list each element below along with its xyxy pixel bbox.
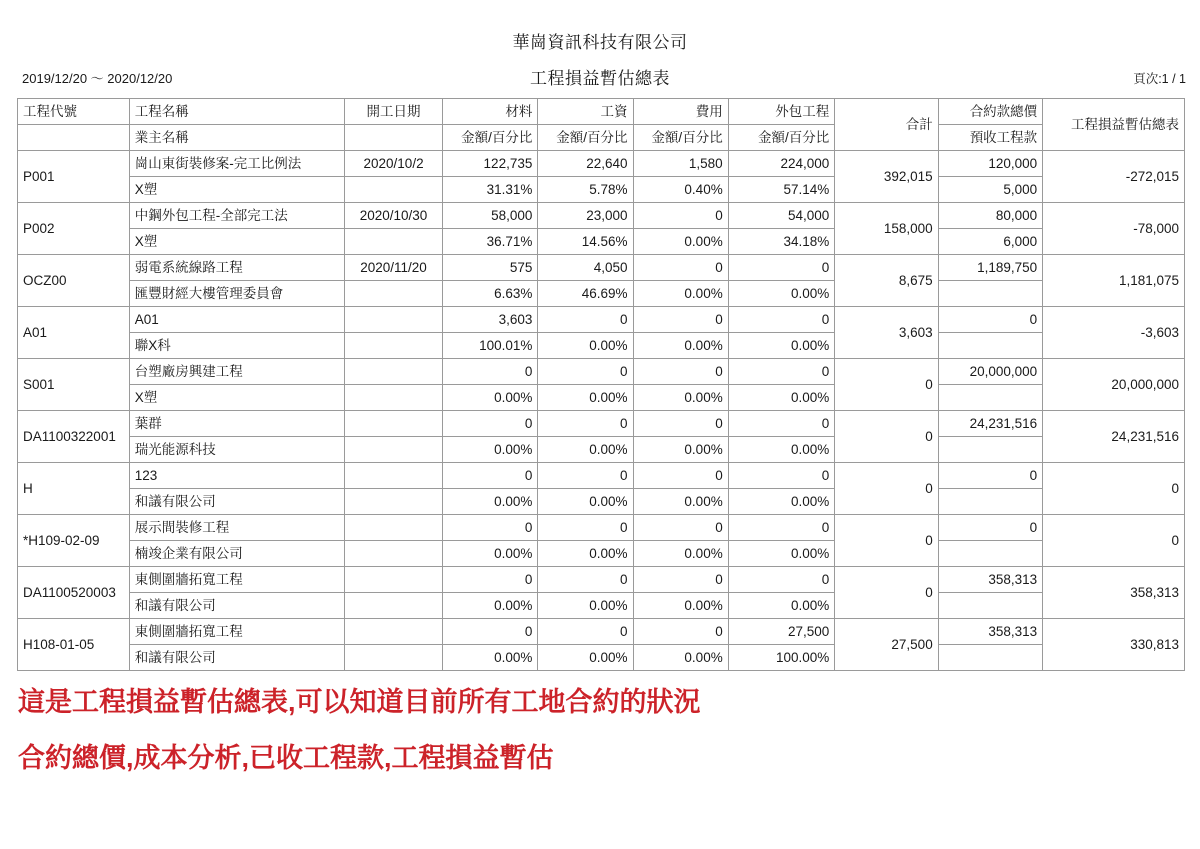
col-header-material: 材料: [443, 99, 538, 125]
table-row-sub[interactable]: [18, 333, 1185, 359]
table-body: [18, 99, 1185, 671]
cell-expense-percent: 0.00%: [633, 385, 728, 411]
col-subheader-prepaid: 預收工程款: [938, 125, 1042, 151]
cell-expense-percent: 0.00%: [633, 281, 728, 307]
cell-project-code: DA1100520003: [18, 567, 130, 619]
cell-project-name: A01: [129, 307, 344, 333]
cell-start-date: 2020/10/30: [344, 203, 442, 229]
cell-estimated-profit: -3,603: [1043, 307, 1185, 359]
cell-labor-amount: 0: [538, 515, 633, 541]
cell-date-blank: [344, 177, 442, 203]
cell-labor-amount: 0: [538, 411, 633, 437]
col-header-estimate: 工程損益暫估總表: [1043, 99, 1185, 151]
col-header-expense: 費用: [633, 99, 728, 125]
cell-start-date: 2020/10/2: [344, 151, 442, 177]
cell-date-blank: [344, 489, 442, 515]
cell-material-amount: 58,000: [443, 203, 538, 229]
cell-expense-amount: 0: [633, 255, 728, 281]
table-row[interactable]: [18, 515, 1185, 541]
cell-expense-amount: 0: [633, 567, 728, 593]
cell-date-blank: [344, 541, 442, 567]
cell-owner-name: 和議有限公司: [129, 645, 344, 671]
cell-expense-amount: 0: [633, 515, 728, 541]
cell-labor-percent: 0.00%: [538, 541, 633, 567]
cell-date-blank: [344, 333, 442, 359]
cell-outsource-percent: 0.00%: [728, 437, 835, 463]
cell-date-blank: [344, 229, 442, 255]
cell-material-percent: 36.71%: [443, 229, 538, 255]
cell-estimated-profit: 358,313: [1043, 567, 1185, 619]
cell-expense-amount: 0: [633, 411, 728, 437]
cell-expense-amount: 0: [633, 463, 728, 489]
page-number-label: 頁次:1 / 1: [1133, 72, 1186, 86]
cell-project-code: A01: [18, 307, 130, 359]
cell-prepaid-amount: [938, 645, 1042, 671]
table-header-row-top: [18, 99, 1185, 125]
cell-expense-percent: 0.00%: [633, 333, 728, 359]
cell-owner-name: 和議有限公司: [129, 593, 344, 619]
cell-prepaid-amount: [938, 281, 1042, 307]
cell-labor-percent: 46.69%: [538, 281, 633, 307]
cell-estimated-profit: 0: [1043, 463, 1185, 515]
cell-material-amount: 0: [443, 619, 538, 645]
cell-project-code: P002: [18, 203, 130, 255]
cell-expense-amount: 0: [633, 307, 728, 333]
cell-contract-price: 120,000: [938, 151, 1042, 177]
cell-total: 8,675: [835, 255, 938, 307]
cell-prepaid-amount: [938, 333, 1042, 359]
table-row[interactable]: [18, 151, 1185, 177]
table-row-sub[interactable]: [18, 177, 1185, 203]
cell-outsource-percent: 0.00%: [728, 333, 835, 359]
cell-outsource-amount: 27,500: [728, 619, 835, 645]
cell-material-amount: 0: [443, 463, 538, 489]
cell-material-percent: 100.01%: [443, 333, 538, 359]
cell-owner-name: X塑: [129, 177, 344, 203]
table-row[interactable]: [18, 307, 1185, 333]
cell-project-code: H: [18, 463, 130, 515]
cell-estimated-profit: 1,181,075: [1043, 255, 1185, 307]
cell-outsource-percent: 0.00%: [728, 489, 835, 515]
cell-outsource-amount: 0: [728, 307, 835, 333]
cell-estimated-profit: 20,000,000: [1043, 359, 1185, 411]
cell-expense-percent: 0.00%: [633, 489, 728, 515]
cell-labor-percent: 0.00%: [538, 645, 633, 671]
cell-outsource-percent: 0.00%: [728, 385, 835, 411]
cell-expense-percent: 0.00%: [633, 645, 728, 671]
cell-labor-percent: 14.56%: [538, 229, 633, 255]
cell-start-date: [344, 567, 442, 593]
table-row-sub[interactable]: [18, 281, 1185, 307]
table-row-sub[interactable]: [18, 229, 1185, 255]
company-title: 華崗資訊科技有限公司: [512, 33, 688, 52]
cell-prepaid-amount: [938, 437, 1042, 463]
cell-expense-percent: 0.00%: [633, 229, 728, 255]
report-title: 工程損益暫估總表: [530, 69, 670, 88]
cell-project-code: P001: [18, 151, 130, 203]
cell-date-blank: [344, 645, 442, 671]
cell-estimated-profit: 24,231,516: [1043, 411, 1185, 463]
cell-project-name: 東側圍牆拓寬工程: [129, 619, 344, 645]
cell-owner-name: 聯X科: [129, 333, 344, 359]
col-subheader-owner: 業主名稱: [129, 125, 344, 151]
cell-estimated-profit: 0: [1043, 515, 1185, 567]
cell-estimated-profit: 330,813: [1043, 619, 1185, 671]
cell-contract-price: 0: [938, 463, 1042, 489]
cell-project-code: OCZ00: [18, 255, 130, 307]
cell-expense-percent: 0.00%: [633, 593, 728, 619]
cell-start-date: [344, 463, 442, 489]
cell-total: 0: [835, 515, 938, 567]
annotation-line-1: 這是工程損益暫估總表,可以知道目前所有工地合約的狀況: [18, 687, 701, 717]
col-header-contract: 合約款總價: [938, 99, 1042, 125]
cell-labor-percent: 0.00%: [538, 385, 633, 411]
cell-expense-amount: 0: [633, 619, 728, 645]
col-header-labor: 工資: [538, 99, 633, 125]
annotation-line-2: 合約總價,成本分析,已收工程款,工程損益暫估: [18, 743, 554, 773]
cell-total: 158,000: [835, 203, 938, 255]
cell-prepaid-amount: [938, 385, 1042, 411]
cell-labor-amount: 0: [538, 463, 633, 489]
cell-project-code: S001: [18, 359, 130, 411]
cell-outsource-amount: 0: [728, 463, 835, 489]
cell-project-name: 東側圍牆拓寬工程: [129, 567, 344, 593]
cell-material-amount: 0: [443, 515, 538, 541]
cell-material-percent: 0.00%: [443, 541, 538, 567]
cell-contract-price: 358,313: [938, 567, 1042, 593]
col-header-code: 工程代號: [18, 99, 130, 125]
cell-labor-amount: 22,640: [538, 151, 633, 177]
table-row-sub[interactable]: [18, 541, 1185, 567]
cell-total: 392,015: [835, 151, 938, 203]
cell-start-date: 2020/11/20: [344, 255, 442, 281]
cell-date-blank: [344, 385, 442, 411]
cell-contract-price: 0: [938, 515, 1042, 541]
cell-project-code: H108-01-05: [18, 619, 130, 671]
cell-material-percent: 0.00%: [443, 437, 538, 463]
table-header-row-sub: [18, 125, 1185, 151]
cell-project-name: 弱電系統線路工程: [129, 255, 344, 281]
cell-outsource-amount: 0: [728, 411, 835, 437]
table-row-sub[interactable]: [18, 593, 1185, 619]
cell-expense-percent: 0.40%: [633, 177, 728, 203]
table-row-sub[interactable]: [18, 645, 1185, 671]
cell-contract-price: 358,313: [938, 619, 1042, 645]
cell-expense-percent: 0.00%: [633, 541, 728, 567]
cell-labor-amount: 0: [538, 307, 633, 333]
cell-project-name: 台塑廠房興建工程: [129, 359, 344, 385]
col-header-name: 工程名稱: [129, 99, 344, 125]
cell-expense-amount: 1,580: [633, 151, 728, 177]
cell-expense-amount: 0: [633, 203, 728, 229]
cell-owner-name: X塑: [129, 385, 344, 411]
cell-material-percent: 0.00%: [443, 645, 538, 671]
cell-outsource-amount: 0: [728, 515, 835, 541]
cell-owner-name: 瑞光能源科技: [129, 437, 344, 463]
cell-project-name: 展示間裝修工程: [129, 515, 344, 541]
cell-start-date: [344, 307, 442, 333]
table-row[interactable]: [18, 619, 1185, 645]
cell-material-amount: 0: [443, 411, 538, 437]
cell-labor-amount: 0: [538, 567, 633, 593]
cell-outsource-amount: 224,000: [728, 151, 835, 177]
cell-prepaid-amount: 5,000: [938, 177, 1042, 203]
col-subheader-expense: 金額/百分比: [633, 125, 728, 151]
cell-total: 0: [835, 359, 938, 411]
cell-labor-percent: 5.78%: [538, 177, 633, 203]
cell-material-percent: 31.31%: [443, 177, 538, 203]
cell-project-name: 崗山東街裝修案-完工比例法: [129, 151, 344, 177]
cell-expense-amount: 0: [633, 359, 728, 385]
table-row-sub[interactable]: [18, 437, 1185, 463]
cell-labor-percent: 0.00%: [538, 437, 633, 463]
cell-start-date: [344, 359, 442, 385]
cell-start-date: [344, 619, 442, 645]
table-row[interactable]: [18, 411, 1185, 437]
cell-outsource-percent: 100.00%: [728, 645, 835, 671]
cell-material-amount: 575: [443, 255, 538, 281]
cell-date-blank: [344, 281, 442, 307]
cell-owner-name: 匯豐財經大樓管理委員會: [129, 281, 344, 307]
cell-project-code: *H109-02-09: [18, 515, 130, 567]
cell-outsource-amount: 0: [728, 359, 835, 385]
table-row[interactable]: [18, 203, 1185, 229]
cell-total: 0: [835, 567, 938, 619]
col-subheader-blank: [18, 125, 130, 151]
cell-project-name: 葉群: [129, 411, 344, 437]
cell-labor-amount: 0: [538, 619, 633, 645]
col-subheader-outsource: 金額/百分比: [728, 125, 835, 151]
cell-expense-percent: 0.00%: [633, 437, 728, 463]
table-row[interactable]: [18, 359, 1185, 385]
cell-labor-amount: 23,000: [538, 203, 633, 229]
cell-date-blank: [344, 437, 442, 463]
table-row[interactable]: [18, 463, 1185, 489]
col-subheader-date-blank: [344, 125, 442, 151]
cell-project-name: 123: [129, 463, 344, 489]
col-header-total: 合計: [835, 99, 938, 151]
cell-outsource-percent: 0.00%: [728, 281, 835, 307]
cell-contract-price: 0: [938, 307, 1042, 333]
cell-date-blank: [344, 593, 442, 619]
col-subheader-labor: 金額/百分比: [538, 125, 633, 151]
cell-owner-name: X塑: [129, 229, 344, 255]
cell-outsource-percent: 0.00%: [728, 541, 835, 567]
cell-estimated-profit: -78,000: [1043, 203, 1185, 255]
cell-contract-price: 24,231,516: [938, 411, 1042, 437]
cell-total: 27,500: [835, 619, 938, 671]
cell-material-percent: 0.00%: [443, 593, 538, 619]
cell-material-percent: 0.00%: [443, 385, 538, 411]
cell-outsource-amount: 54,000: [728, 203, 835, 229]
cell-labor-amount: 0: [538, 359, 633, 385]
cell-material-amount: 122,735: [443, 151, 538, 177]
cell-prepaid-amount: [938, 593, 1042, 619]
profit-loss-table: [17, 98, 1185, 671]
cell-start-date: [344, 411, 442, 437]
cell-labor-percent: 0.00%: [538, 333, 633, 359]
cell-total: 3,603: [835, 307, 938, 359]
cell-contract-price: 20,000,000: [938, 359, 1042, 385]
cell-outsource-percent: 34.18%: [728, 229, 835, 255]
cell-prepaid-amount: [938, 489, 1042, 515]
cell-outsource-amount: 0: [728, 255, 835, 281]
cell-labor-percent: 0.00%: [538, 593, 633, 619]
cell-outsource-percent: 0.00%: [728, 593, 835, 619]
cell-contract-price: 80,000: [938, 203, 1042, 229]
cell-material-amount: 0: [443, 567, 538, 593]
date-range-label: 2019/12/20 ～ 2020/12/20: [22, 71, 173, 86]
cell-owner-name: 楠竣企業有限公司: [129, 541, 344, 567]
table-row[interactable]: [18, 567, 1185, 593]
cell-contract-price: 1,189,750: [938, 255, 1042, 281]
cell-total: 0: [835, 463, 938, 515]
cell-material-percent: 0.00%: [443, 489, 538, 515]
cell-project-code: DA1100322001: [18, 411, 130, 463]
table-row[interactable]: [18, 255, 1185, 281]
cell-prepaid-amount: 6,000: [938, 229, 1042, 255]
cell-start-date: [344, 515, 442, 541]
cell-labor-percent: 0.00%: [538, 489, 633, 515]
cell-material-amount: 0: [443, 359, 538, 385]
cell-project-name: 中鋼外包工程-全部完工法: [129, 203, 344, 229]
cell-outsource-amount: 0: [728, 567, 835, 593]
cell-material-amount: 3,603: [443, 307, 538, 333]
col-header-outsource: 外包工程: [728, 99, 835, 125]
cell-owner-name: 和議有限公司: [129, 489, 344, 515]
col-subheader-material: 金額/百分比: [443, 125, 538, 151]
cell-material-percent: 6.63%: [443, 281, 538, 307]
cell-labor-amount: 4,050: [538, 255, 633, 281]
cell-estimated-profit: -272,015: [1043, 151, 1185, 203]
cell-prepaid-amount: [938, 541, 1042, 567]
table-row-sub[interactable]: [18, 385, 1185, 411]
cell-total: 0: [835, 411, 938, 463]
table-row-sub[interactable]: [18, 489, 1185, 515]
cell-outsource-percent: 57.14%: [728, 177, 835, 203]
col-header-start-date: 開工日期: [344, 99, 442, 125]
